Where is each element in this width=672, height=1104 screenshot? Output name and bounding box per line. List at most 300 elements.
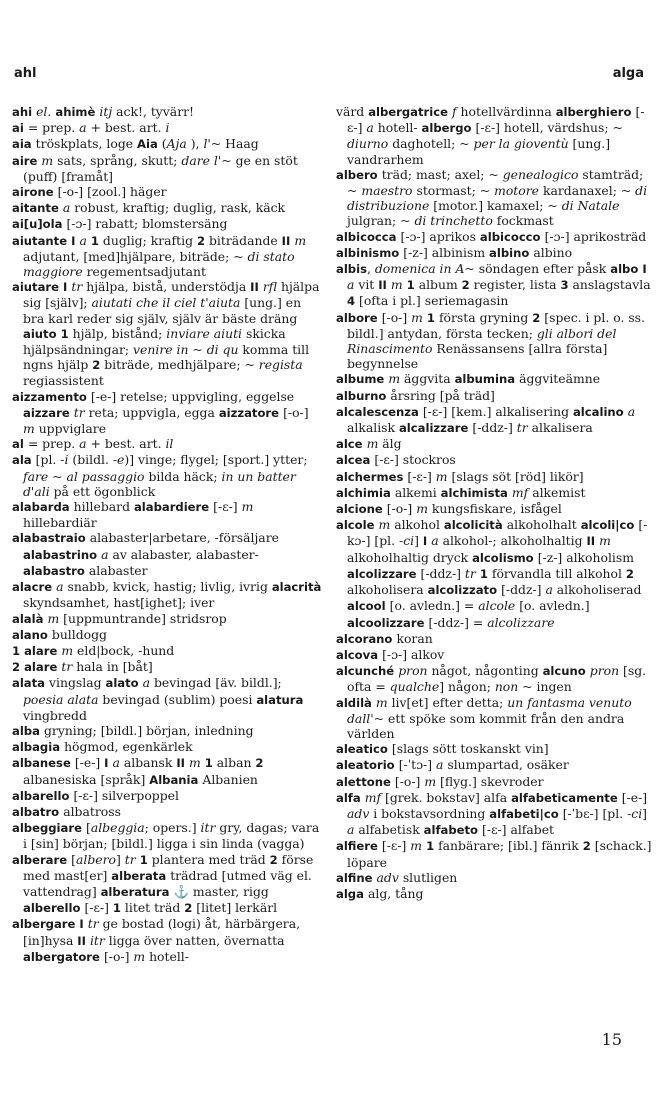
headword: II — [378, 278, 391, 293]
italic-text: m — [47, 610, 60, 626]
italic-text: a — [79, 232, 87, 248]
definition-text: [-ɛ-] — [381, 838, 411, 854]
dictionary-entry — [336, 886, 654, 902]
headword: 1 — [422, 839, 435, 854]
definition-text: [-ɛ-] [kem.] alkalisering — [422, 403, 573, 419]
definition-text: [-ˈbɛ-] [pl. — [562, 805, 628, 821]
definition-text: anslagstavla — [568, 277, 651, 293]
headword: albergare I — [12, 917, 88, 932]
italic-text: -i — [60, 452, 69, 468]
headword: alcoli|co — [580, 518, 639, 533]
definition-text: [-z-] albinism — [403, 244, 490, 260]
dictionary-entry — [336, 647, 654, 663]
headword: II — [586, 534, 600, 549]
headword: albatro — [12, 804, 64, 819]
headword: aire — [12, 153, 42, 168]
left-column — [12, 104, 324, 965]
italic-text: ~ motore — [479, 183, 539, 199]
headword: albino — [489, 245, 534, 260]
dictionary-entry — [12, 136, 324, 152]
italic-text: ~ diurno — [347, 120, 623, 152]
italic-text: mf — [364, 789, 382, 805]
definition-text: alabaster — [88, 562, 148, 578]
definition-text: [-kɔ-] [pl. — [347, 517, 648, 549]
definition-text: stormast; — [412, 183, 480, 199]
dictionary-entry — [12, 153, 324, 184]
definition-text: bevingad (sublim) poesi — [98, 691, 257, 707]
italic-text: ~ maestro — [347, 183, 413, 199]
headword: alce — [336, 437, 367, 452]
headword: 2 — [255, 756, 264, 771]
definition-text: [ — [71, 851, 76, 867]
definition-text: hjälpa, bistå, understödja — [82, 279, 251, 295]
page-number: 15 — [601, 1030, 622, 1049]
italic-text: a — [79, 120, 87, 136]
dictionary-entry — [336, 245, 654, 261]
definition-text: bilda häck; — [144, 468, 222, 484]
dictionary-entry — [336, 485, 654, 501]
definition-text: [-ɔ-] aprikosträd — [544, 228, 647, 244]
headword: 1 alare — [12, 643, 62, 658]
dictionary-entry — [336, 741, 654, 757]
definition-text: [-ɛ-] — [407, 468, 436, 484]
italic-text: m — [375, 694, 388, 710]
headword: alcolismo — [472, 550, 538, 565]
definition-text: litet träd — [120, 900, 185, 916]
headword: 2 — [461, 278, 470, 293]
italic-text: dare l'~ — [181, 152, 232, 168]
definition-text: alkalisk — [347, 420, 399, 436]
definition-text: [-e-] — [621, 789, 648, 805]
headword: alcalizzare — [398, 421, 473, 436]
definition-text: alabaster|arbetare, -försäljare — [89, 530, 279, 546]
definition-text: hillebard — [73, 499, 134, 515]
dictionary-entry — [12, 200, 324, 216]
italic-text: m — [599, 533, 611, 549]
headword: ala — [12, 453, 36, 468]
italic-text: itj — [99, 104, 113, 119]
headword: alabastrino — [23, 547, 102, 562]
dictionary-entry — [12, 820, 324, 851]
dictionary-entry — [12, 233, 324, 280]
italic-text: ~ per la gioventù — [459, 136, 569, 152]
headword: alcione — [336, 502, 387, 517]
definition-text: eld|bock, -hund — [73, 642, 175, 658]
definition-text: alkoholiserad — [552, 582, 642, 598]
italic-text: ~ regista — [244, 357, 303, 373]
dictionary-entry — [12, 389, 324, 437]
definition-text: ge en stöt (puff) [framåt] — [23, 152, 298, 184]
italic-text: a — [366, 120, 374, 136]
italic-text: mf — [511, 484, 529, 500]
dictionary-entry — [12, 675, 324, 723]
definition-text: högmod, egenkärlek — [64, 739, 193, 755]
headword: albinismo — [336, 245, 404, 260]
definition-text: träd; mast; axel; — [381, 166, 489, 182]
italic-text: a — [431, 533, 439, 549]
italic-text: itr — [89, 932, 105, 948]
definition-text: hotell- — [145, 948, 189, 964]
italic-text: i — [165, 120, 170, 136]
headword: alcalescenza — [336, 404, 423, 419]
right-guide-word: alga — [612, 66, 644, 81]
definition-text: något, någonting — [427, 663, 543, 679]
headword: albergatrice — [368, 105, 452, 119]
definition-text: [slags söt [röd] likör] — [447, 468, 584, 484]
headword: albis — [336, 262, 367, 277]
italic-text: aiutati che il ciel t'aiuta — [91, 295, 241, 311]
headword: alfine — [336, 870, 377, 885]
definition-text: [spec. i pl. o. ss. bildl.] antydan, första tecken; — [347, 309, 645, 341]
headword: albicocca — [336, 229, 401, 244]
italic-text: tr — [61, 659, 73, 675]
definition-text: (bildl. — [68, 452, 113, 468]
definition-text: [ — [85, 820, 91, 836]
definition-text: duglig; kraftig — [98, 232, 197, 248]
italic-text: m — [294, 232, 307, 248]
italic-text: fare ~ al passaggio — [23, 468, 145, 484]
headword: aizzatore — [218, 405, 284, 420]
definition-text: alkoholhaltig dryck — [347, 549, 473, 565]
headword: aizzare — [23, 405, 74, 420]
headword: 1 — [135, 852, 148, 867]
definition-text: Renässansens [allra första] begynnelse — [347, 341, 608, 372]
italic-text: non ~ — [494, 679, 533, 695]
headword: alfiere — [336, 839, 382, 854]
definition-text: [grek. bokstav] alfa — [381, 789, 512, 805]
headword: 2 — [625, 566, 634, 581]
headword: albergatore — [23, 949, 104, 964]
italic-text: alcole — [478, 598, 516, 614]
headword: albume — [336, 372, 389, 387]
headword: I — [104, 756, 113, 771]
dictionary-entry — [336, 663, 654, 694]
definition-text: [motor.] kamaxel; — [429, 198, 548, 214]
definition-text: äggviteämne — [519, 371, 601, 387]
definition-text: [uppmuntrande] stridsrop — [59, 610, 227, 626]
dictionary-entry — [12, 852, 324, 917]
definition-text: [sg. ofta = — [347, 663, 647, 695]
definition-text: hjälpa sig [själv]; — [23, 279, 320, 311]
definition-text: Haag — [221, 136, 259, 152]
headword: alata — [12, 676, 50, 691]
headword: alcea — [336, 453, 375, 468]
definition-text: + best. art. — [86, 436, 166, 452]
dictionary-entry — [336, 631, 654, 647]
definition-text: hotell- — [373, 120, 422, 136]
headword: alga — [336, 886, 368, 901]
dictionary-entry — [12, 216, 324, 232]
dictionary-entry — [336, 229, 654, 245]
italic-text: l'~ — [203, 136, 222, 152]
right-column — [336, 104, 654, 902]
headword: 1 — [475, 566, 488, 581]
definition-text: vingbredd — [23, 707, 87, 723]
definition-text: alkemist — [528, 484, 586, 500]
definition-text: [o. avledn.] = — [389, 598, 479, 614]
definition-text: söndagen efter påsk — [474, 261, 611, 277]
dictionary-entry — [336, 870, 654, 886]
definition-text: album — [414, 277, 462, 293]
definition-text: gryning; [bildl.] början, inledning — [43, 722, 254, 738]
italic-text: rfl — [262, 279, 278, 295]
italic-text: tr — [87, 916, 99, 932]
italic-text: m — [61, 642, 74, 658]
headword: albero — [336, 167, 382, 182]
italic-text: a — [112, 755, 120, 771]
definition-text: tröskplats, loge — [35, 136, 138, 152]
definition-text: [o. avledn.] — [515, 598, 590, 614]
headword: aitante — [12, 201, 63, 216]
italic-text: el. — [36, 104, 52, 119]
headword: alalà — [12, 611, 48, 626]
italic-text: a — [142, 675, 151, 691]
italic-text: m — [435, 468, 448, 484]
dictionary-entry — [336, 517, 654, 630]
italic-text: domenica in A~ — [374, 261, 475, 277]
italic-text: a — [56, 579, 64, 595]
dictionary-entry — [12, 611, 324, 627]
dictionary-entry — [336, 104, 654, 167]
definition-text: [-ddz-] — [472, 420, 517, 436]
dictionary-entry — [12, 452, 324, 499]
dictionary-entry — [12, 104, 324, 120]
headword: albeggiare — [12, 821, 86, 836]
headword: alcorano — [336, 631, 397, 646]
definition-text: [-ɛ-] hotell, värdshus; — [475, 120, 613, 136]
definition-text: vingslag — [49, 675, 106, 691]
definition-text: alkoholhalt — [506, 517, 581, 533]
italic-text: albero — [75, 851, 116, 867]
headword: aleatorio — [336, 758, 399, 773]
definition-text: liv[et] efter detta; — [387, 694, 508, 710]
definition-text: [-ɛ-] — [84, 900, 113, 916]
headword: aleatico — [336, 742, 392, 757]
headword: aiutare I — [12, 280, 72, 295]
definition-text: trädrad [utmed väg el. vattendrag] — [23, 867, 312, 899]
italic-text: ~ di distribuzione — [347, 183, 648, 214]
italic-text: m — [390, 277, 403, 293]
headword: alfa — [336, 790, 365, 805]
definition-text: sats, språng, skutt; — [53, 152, 182, 168]
italic-text: ~ di stato maggiore — [23, 248, 295, 280]
headword: aiuto 1 — [23, 326, 69, 341]
definition-text: + best. art. — [86, 120, 166, 136]
italic-text: il — [165, 436, 174, 452]
dictionary-entry — [12, 723, 324, 739]
definition-text: ; opers.] — [144, 820, 201, 836]
definition-text: hala in [båt] — [72, 659, 153, 675]
running-header — [14, 66, 644, 82]
definition-text: [schack.] löpare — [347, 838, 652, 870]
italic-text: a — [627, 403, 636, 419]
dictionary-entry — [336, 261, 654, 310]
definition-text: alkohol-; alkoholhaltig — [438, 533, 587, 549]
definition-text: ingen — [532, 679, 572, 695]
headword: alcool — [347, 599, 390, 614]
headword: alabarda — [12, 500, 74, 515]
headword: alcolizzare — [347, 566, 421, 581]
headword: albagia — [12, 740, 65, 755]
headword: 4 — [347, 294, 356, 309]
headword: alburno — [336, 388, 391, 403]
italic-text: pron — [589, 663, 620, 679]
definition-text: vit — [354, 277, 379, 293]
definition-text: uppviglare — [34, 421, 107, 437]
headword: alano — [12, 627, 52, 642]
italic-text: m — [133, 948, 146, 964]
definition-text: [-o-] — [381, 309, 412, 325]
dictionary-entry — [336, 790, 654, 839]
headword: airone — [12, 185, 58, 200]
italic-text: tr — [71, 279, 83, 295]
dictionary-entry — [12, 579, 324, 610]
italic-text: itr — [200, 820, 216, 836]
italic-text: tr — [516, 420, 528, 436]
italic-text: adv — [376, 869, 399, 885]
definition-text: albino — [533, 244, 573, 260]
definition-text: skyndsamhet, hast[ighet]; iver — [23, 595, 215, 611]
dictionary-entry — [336, 469, 654, 485]
italic-text: a — [62, 200, 71, 216]
definition-text: skicka hjälpsändningar; — [23, 325, 286, 358]
italic-text: tr — [73, 404, 85, 420]
dictionary-entry — [12, 436, 324, 452]
definition-text: årsring [på träd] — [390, 387, 495, 403]
definition-text: snabb, kvick, hastig; livlig, ivrig — [63, 579, 272, 595]
headword: 2 — [532, 310, 541, 325]
definition-text: [-o-] — [386, 501, 417, 517]
italic-text: a — [545, 582, 553, 598]
headword: alabardiere — [133, 500, 214, 515]
headword: al — [12, 437, 28, 452]
definition-text: = prep. — [27, 436, 80, 452]
headword: 2 — [184, 901, 193, 916]
definition-text: äggvita — [400, 371, 455, 387]
definition-text: av alabaster, alabaster- — [108, 546, 259, 562]
definition-text: komma till ngns hjälp — [23, 342, 310, 373]
italic-text: a — [347, 277, 355, 293]
italic-text: pron — [398, 663, 428, 679]
italic-text: gli albori del Rinascimento — [347, 325, 617, 357]
definition-text: värd — [336, 104, 369, 119]
definition-text: albanesiska [språk] — [23, 771, 150, 787]
headword: alcolizzato — [427, 583, 502, 598]
headword: alcoolizzare — [347, 615, 429, 630]
headword: alabastraio — [12, 531, 90, 546]
headword: alcalino — [572, 404, 628, 419]
italic-text: venire in ~ di qu — [133, 342, 239, 358]
headword: 2 — [269, 852, 278, 867]
definition-text: [-ɔ-] rabatt; blomstersäng — [66, 216, 228, 232]
definition-text: ett spöke som kommit från den andra världen — [347, 710, 625, 741]
headword: 1 — [112, 901, 121, 916]
dictionary-entry — [336, 388, 654, 404]
headword: alchimista — [440, 485, 512, 500]
dictionary-entry — [336, 404, 654, 436]
italic-text: m — [378, 517, 391, 533]
definition-text: [-ɔ-] aprikos — [400, 228, 480, 244]
definition-text: robust, kraftig; duglig, rask, käck — [70, 200, 286, 216]
definition-text: alkemi — [394, 484, 441, 500]
headword: alba — [12, 723, 44, 738]
headword: alcunché — [336, 664, 399, 679]
definition-text: ] någon; — [439, 679, 495, 695]
dictionary-entry — [336, 452, 654, 468]
definition-text: biträdande — [205, 232, 282, 248]
definition-text: [ung.] en bra karl reder sig själv, själv är bäste dräng — [23, 295, 302, 326]
italic-text: m — [424, 773, 437, 789]
definition-text: alkoholisera — [347, 582, 428, 598]
headword: aiutante I — [12, 233, 80, 248]
dictionary-entry — [12, 279, 324, 388]
definition-text: [-ɛ-] stockros — [374, 452, 456, 468]
definition-text: [-o-] — [394, 773, 425, 789]
headword: alcuno — [542, 664, 590, 679]
definition-text: daghotell; — [388, 136, 460, 152]
definition-text: fanbärare; [ibl.] fänrik — [434, 838, 583, 854]
italic-text: un fantasma venuto dall'~ — [347, 694, 632, 726]
definition-text: albatross — [63, 803, 121, 819]
definition-text: [-ddz-] — [420, 565, 465, 581]
definition-text: plantera med träd — [147, 851, 270, 867]
dictionary-entry — [336, 757, 654, 773]
headword: alatura — [256, 692, 304, 707]
definition-text: [-e-] retelse; uppvigling, eggelse — [90, 388, 295, 404]
dictionary-entry — [12, 804, 324, 820]
definition-text: slutligen — [398, 869, 458, 885]
headword: 2 alare — [12, 660, 62, 675]
definition-text: )] vinge; flygel; [sport.] ytter; — [124, 452, 308, 468]
definition-text: hillebardiär — [23, 515, 97, 531]
headword: alchimia — [336, 485, 395, 500]
definition-text: alkohol — [390, 517, 444, 533]
definition-text: alg, tång — [367, 885, 424, 901]
definition-text: hjälp, bistånd; — [68, 325, 167, 341]
headword: Aia — [137, 137, 158, 152]
definition-text: julgran; — [347, 213, 401, 229]
italic-text: m — [416, 501, 428, 517]
italic-text: a — [347, 822, 355, 838]
definition-text: biträde, medhjälpare; — [100, 357, 245, 373]
definition-text: kardanaxel; — [539, 183, 621, 199]
italic-text: m — [388, 371, 401, 387]
left-guide-word: ahl — [14, 66, 37, 81]
headword: alfabeticamente — [511, 790, 622, 805]
headword: alcole — [336, 518, 379, 533]
definition-text: [-ɔ-] alkov — [382, 646, 445, 662]
definition-text: [-o-] — [283, 404, 309, 420]
italic-text: adv — [347, 805, 370, 821]
headword: aldilà — [336, 695, 376, 710]
headword: alcova — [336, 647, 383, 662]
italic-text: ~ genealogico — [488, 166, 579, 182]
headword: Albania — [149, 772, 203, 787]
definition-text: kungsfiskare, isfågel — [427, 501, 562, 517]
definition-text: [-z-] alkoholism — [537, 549, 634, 565]
italic-text: tr — [124, 851, 136, 867]
definition-text: Albanien — [202, 771, 258, 787]
italic-text: poesia alata — [23, 691, 99, 707]
definition-text: hotellvärdinna — [456, 104, 556, 119]
definition-text: alban — [212, 755, 256, 771]
headword: alfabeti|co — [489, 806, 563, 821]
definition-text: alkalisera — [527, 420, 593, 436]
definition-text: [-e-] — [74, 755, 105, 771]
italic-text: ~ di Natale — [547, 198, 620, 214]
dictionary-entry — [336, 436, 654, 452]
dictionary-entry — [336, 501, 654, 517]
